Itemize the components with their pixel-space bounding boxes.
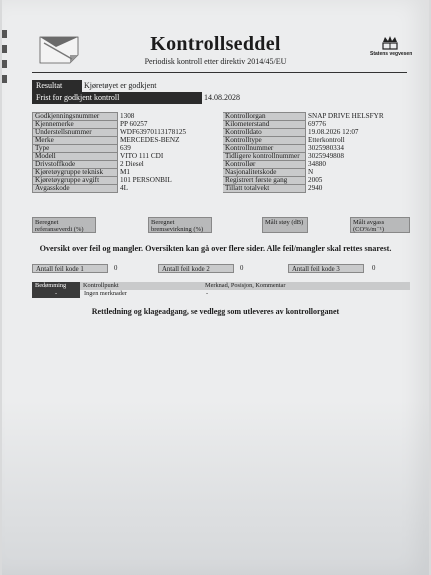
info-row [33, 153, 410, 161]
document-page [2, 0, 429, 575]
info-value: 2 Diesel [120, 160, 144, 168]
info-row [33, 177, 410, 185]
ref-value-cell [96, 217, 148, 233]
remarks-col-header: Merknad, Posisjon, Kommentar [202, 282, 410, 290]
info-row [33, 129, 410, 137]
info-key: Tidligere kontrollnummer [223, 153, 306, 161]
info-value: N [308, 168, 314, 176]
info-value: 1308 [120, 112, 135, 120]
info-value: 3025980334 [308, 144, 344, 152]
info-value: 69776 [308, 120, 326, 128]
info-key: Merke [33, 137, 118, 145]
fault-code-2-label: Antall feil kode 2 [158, 264, 234, 273]
info-row [33, 185, 410, 193]
result-row [32, 80, 412, 92]
fault-code-3-value: 0 [372, 265, 376, 272]
fault-code-2-value: 0 [240, 265, 244, 272]
ref-value-label: Beregnet referanseverdi (%) [32, 217, 96, 233]
checkpoint-value: Ingen merknader [84, 290, 127, 297]
info-key: Tillatt totalvekt [223, 185, 306, 193]
brake-effect-cell [212, 217, 262, 233]
info-value: 101 PERSONBIL [120, 176, 172, 184]
deadline-value: 14.08.2028 [204, 93, 240, 102]
info-key: Kontrollør [223, 161, 306, 169]
fault-code-3-label: Antall feil kode 3 [288, 264, 364, 273]
info-key: Kontrollnummer [223, 145, 306, 153]
overview-text: Oversikt over feil og mangler. Oversikten kan gå over flere sider. Alle feil/mangler skal rettes snarest. [39, 244, 392, 253]
info-key: Type [33, 145, 118, 153]
checkpoint-row [32, 290, 410, 298]
info-value: MERCEDES-BENZ [120, 136, 180, 144]
info-value: Etterkontroll [308, 136, 345, 144]
info-key: Understellsnummer [33, 129, 118, 137]
info-key: Nasjonalitetskode [223, 169, 306, 177]
info-value: 639 [120, 144, 131, 152]
noise-label: Målt støy (dB) [262, 217, 308, 233]
info-key: Registrert første gang [223, 177, 306, 185]
remarks-value: - [206, 290, 209, 297]
assessment-header: Bedømming [32, 282, 80, 290]
info-value: 3025949808 [308, 152, 344, 160]
info-key: Kjøretøygruppe avgift [33, 177, 118, 185]
info-key: Drivstoffkode [33, 161, 118, 169]
fault-code-1-label: Antall feil kode 1 [32, 264, 108, 273]
agency-logo [370, 36, 413, 57]
info-key: Kilometerstand [223, 121, 306, 129]
checkpoint-header [32, 282, 410, 290]
info-value: WDF63970113178125 [120, 128, 187, 136]
exhaust-label: Målt avgass (CO%/m⁻¹) [350, 217, 410, 233]
fault-counts-row [32, 264, 410, 273]
info-value: VITO 111 CDI [120, 152, 164, 160]
fault-code-1-value: 0 [114, 265, 118, 272]
info-value: SNAP DRIVE HELSFYR [308, 112, 384, 120]
info-key: Godkjenningsnummer [33, 113, 118, 121]
vehicle-info-table [32, 112, 410, 193]
brake-effect-label: Beregnet bremsevirkning (%) [148, 217, 212, 233]
info-key: Modell [33, 153, 118, 161]
page-title: Kontrollseddel [150, 33, 281, 55]
footer-text: Rettledning og klageadgang, se vedlegg som utleveres av kontrollorganet [91, 307, 340, 316]
info-key: Kjennemerke [33, 121, 118, 129]
info-row [33, 113, 410, 121]
info-key: Avgasskode [33, 185, 118, 193]
info-key: Kontrollorgan [223, 113, 306, 121]
info-value: M1 [120, 168, 130, 176]
info-value: 34880 [308, 160, 326, 168]
result-value: Kjøretøyet er godkjent [84, 81, 157, 90]
info-value: 4L [120, 184, 128, 192]
info-row [33, 137, 410, 145]
header-divider [32, 72, 407, 73]
assessment-value: - [32, 290, 80, 298]
measurements-row [32, 217, 410, 233]
agency-name: Statens vegvesen [370, 51, 413, 57]
info-value: 19.08.2026 12:07 [308, 128, 359, 136]
info-value: 2940 [308, 184, 323, 192]
page-subtitle: Periodisk kontroll etter direktiv 2014/45/EU [144, 57, 287, 66]
deadline-label: Frist for godkjent kontroll [32, 92, 202, 104]
checkpoint-col-header: Kontrollpunkt [80, 282, 202, 290]
info-key: Kontrolltype [223, 137, 306, 145]
info-key: Kontrolldato [223, 129, 306, 137]
info-value: PP 60257 [120, 120, 148, 128]
result-label: Resultat [32, 80, 82, 92]
crown-crest-icon [381, 36, 399, 50]
noise-cell [308, 217, 350, 233]
deadline-row [32, 92, 412, 104]
info-row [33, 145, 410, 153]
info-key: Kjøretøygruppe teknisk [33, 169, 118, 177]
info-value: 2005 [308, 176, 323, 184]
